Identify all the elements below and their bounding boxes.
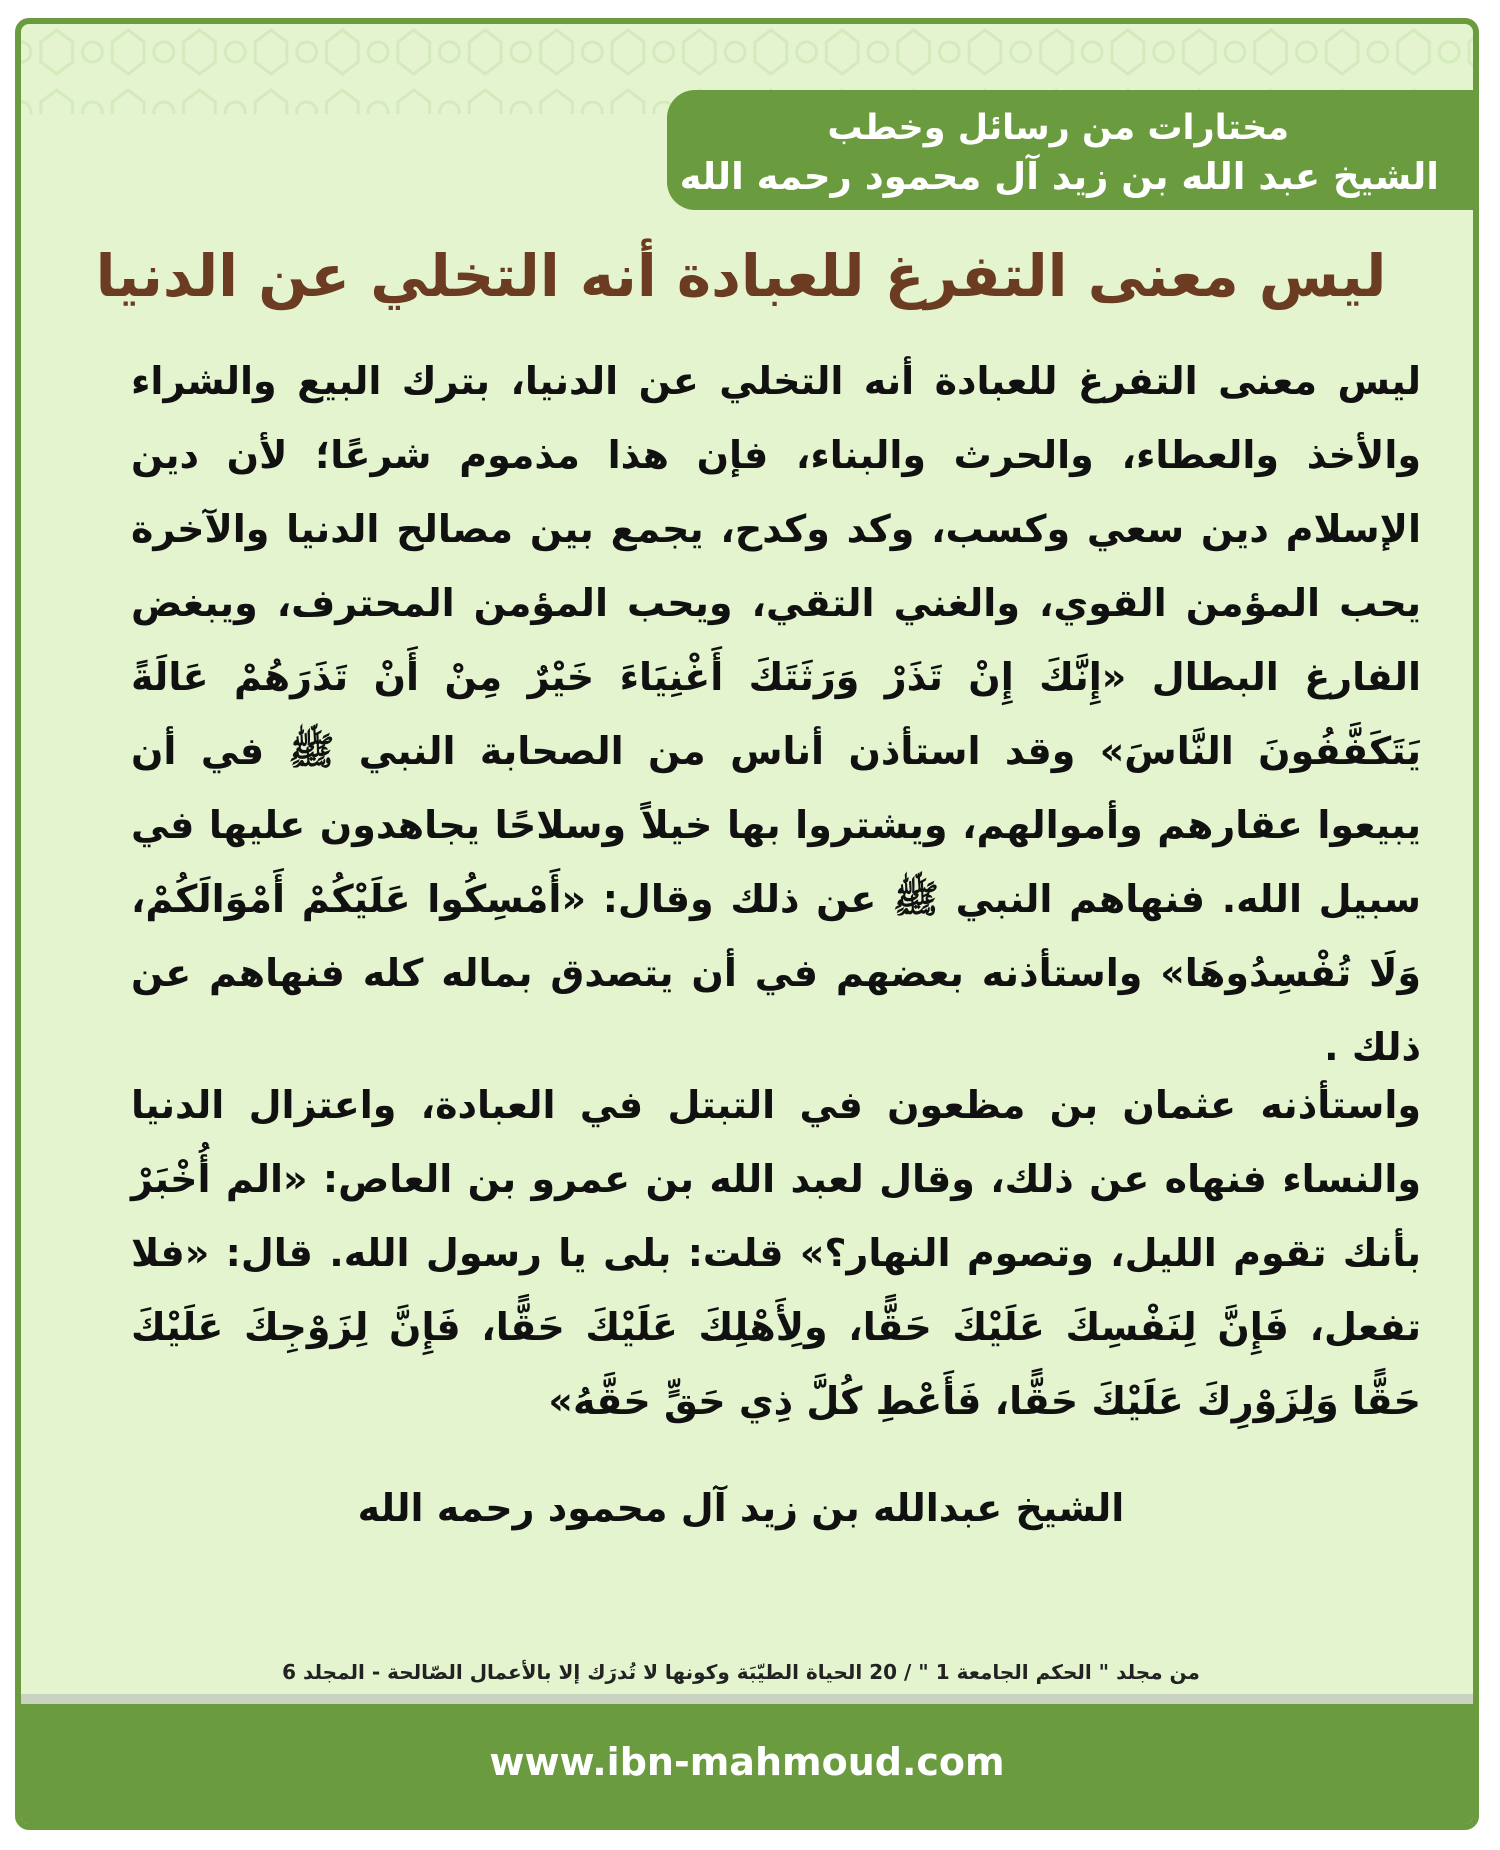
website-link[interactable]: www.ibn-mahmoud.com — [489, 1740, 1005, 1784]
header-subtitle: مختارات من رسائل وخطب — [827, 108, 1289, 148]
source-reference: من مجلد " الحكم الجامعة 1 " / 20 الحياة الطيّبَة وكونها لا تُدرَك إلا بالأعمال الصّالحة - المجلد 6 — [282, 1660, 1200, 1684]
body-paragraph-2: واستأذنه عثمان بن مظعون في التبتل في العبادة، واعتزال الدنيا والنساء فنهاه عن ذلك، وقال لعبد الله بن عمرو بن العاص: «الم أُخْبَرْ بأنك تقوم الليل، وتصوم النهار؟» قلت: بلى يا رسول الله. قال: «فلا تفعل، فَإِنَّ لِنَفْسِكَ عَلَيْكَ حَقًّا، ولِأَهْلِكَ عَلَيْكَ حَقًّا، فَإِنَّ لِزَوْجِكَ عَلَيْكَ حَقًّا وَلِزَوْرِكَ عَلَيْكَ حَقًّا، فَأَعْطِ كُلَّ ذِي حَقٍّ حَقَّهُ» — [131, 1083, 1421, 1423]
page-title: ليس معنى التفرغ للعبادة أنه التخلي عن الدنيا — [95, 242, 1387, 310]
author-signature: الشيخ عبدالله بن زيد آل محمود رحمه الله — [357, 1486, 1125, 1530]
footer-bar — [21, 1694, 1473, 1824]
body-paragraph-1: ليس معنى التفرغ للعبادة أنه التخلي عن الدنيا، بترك البيع والشراء والأخذ والعطاء، والحرث والبناء، فإن هذا مذموم شرعًا؛ لأن دين الإسلام دين سعي وكسب، وكد وكدح، يجمع بين مصالح الدنيا والآخرة يحب المؤمن القوي، والغني التقي، ويحب المؤمن المحترف، ويبغض الفارغ البطال «إِنَّكَ إِنْ تَذَرْ وَرَثَتَكَ أَغْنِيَاءَ خَيْرٌ مِنْ أَنْ تَذَرَهُمْ عَالَةً يَتَكَفَّفُونَ النَّاسَ» وقد استأذن أناس من الصحابة النبي ﷺ في أن يبيعوا عقارهم وأموالهم، ويشتروا بها خيلاً وسلاحًا يجاهدون عليها في سبيل الله. فنهاهم النبي ﷺ عن ذلك وقال: «أَمْسِكُوا عَلَيْكُمْ أَمْوَالَكُمْ، وَلَا تُفْسِدُوهَا» واستأذنه بعضهم في أن يتصدق بماله كله فنهاهم عن ذلك . — [131, 359, 1421, 1069]
document-card — [15, 18, 1479, 1830]
header-author: الشيخ عبد الله بن زيد آل محمود رحمه الله — [679, 155, 1439, 198]
header-banner — [667, 90, 1473, 210]
